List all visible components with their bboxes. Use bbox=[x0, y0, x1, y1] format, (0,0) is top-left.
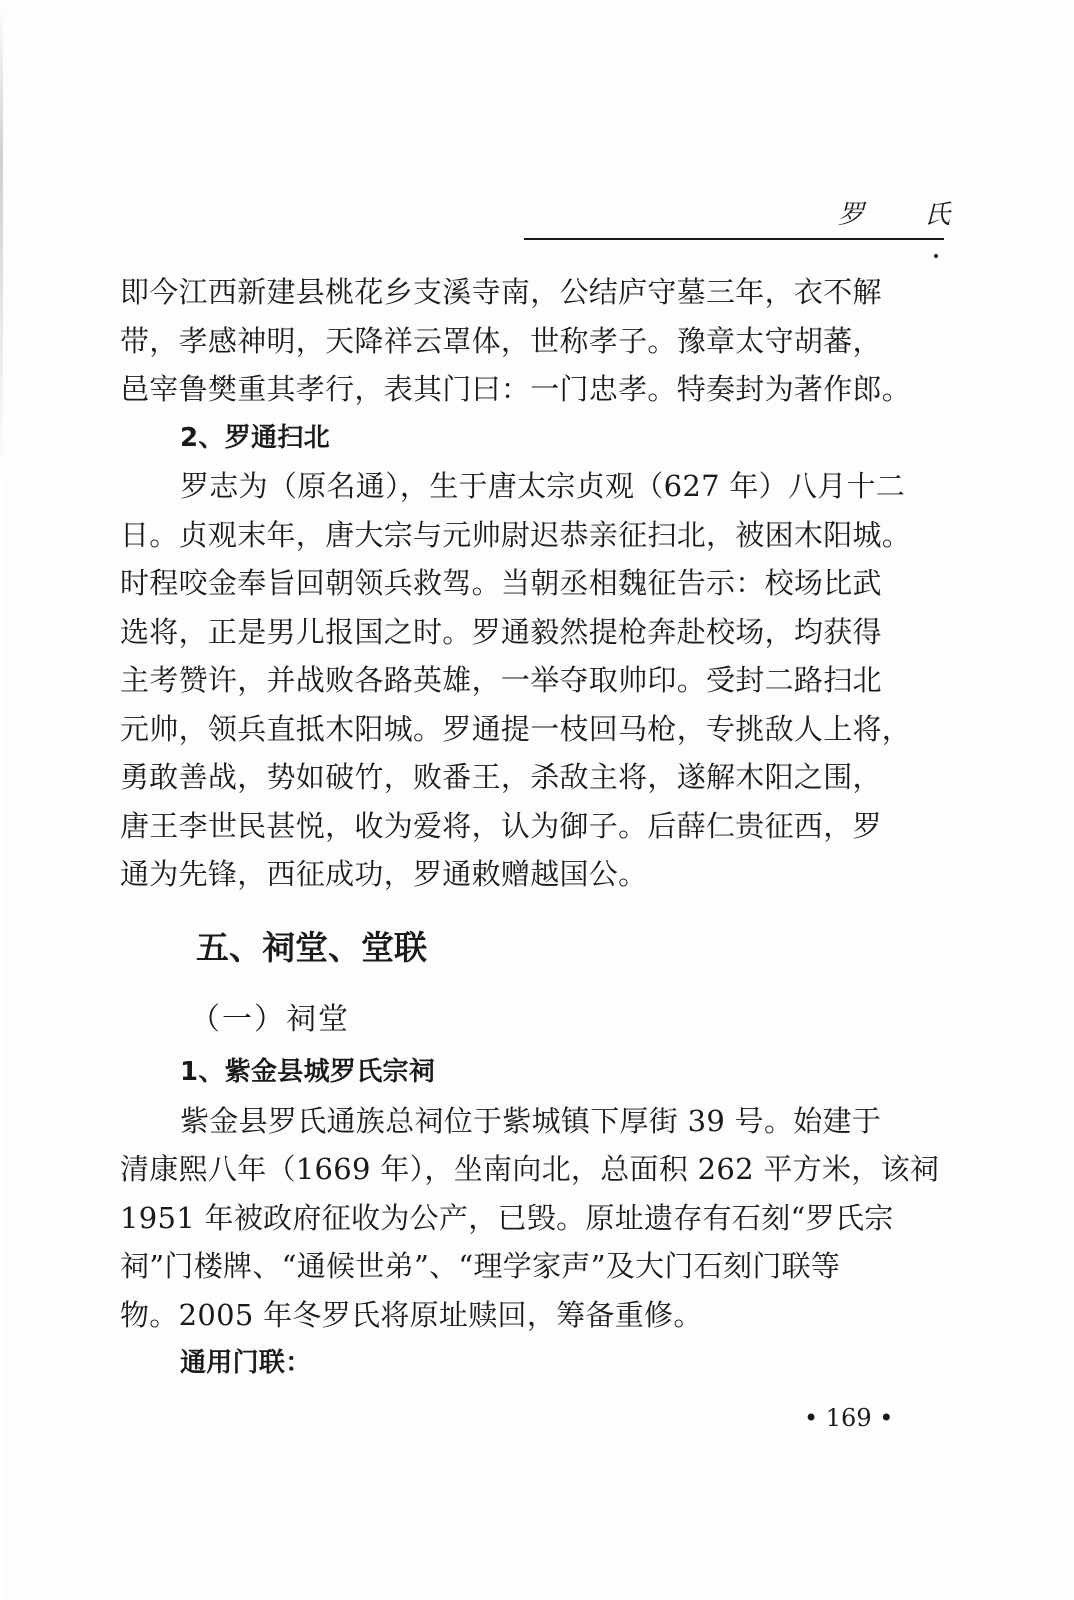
text-line: 物。2005 年冬罗氏将原址赎回，筹备重修。 bbox=[120, 1297, 703, 1332]
text-line: 主考赞许，并战败各路英雄，一举夺取帅印。受封二路扫北 bbox=[120, 663, 882, 697]
subsection-heading: （一）祠堂 bbox=[190, 1002, 350, 1037]
body-text-lower bbox=[120, 1048, 960, 1388]
text-line: 清康熙八年（1669 年），坐南向北，总面积 262 平方米，该祠 bbox=[120, 1152, 940, 1186]
text-line: 紫金县罗氏通族总祠位于紫城镇下厚街 39 号。始建于 bbox=[180, 1103, 882, 1138]
text-line: 唐王李世民甚悦，收为爱将，认为御子。后薛仁贵征西，罗 bbox=[120, 808, 882, 843]
text-line: 选将，正是男儿报国之时。罗通毅然提枪奔赴校场，均获得 bbox=[120, 614, 882, 649]
text-line: 元帅，领兵直抵木阳城。罗通提一枝回马枪，专挑敌人上将， bbox=[120, 711, 912, 746]
text-line: 罗志为（原名通），生于唐太宗贞观（627 年）八月十二 bbox=[180, 469, 906, 503]
text-line: 勇敢善战，势如破竹，败番王，杀敌主将，遂解木阳之围， bbox=[120, 760, 882, 794]
item-2-heading: 2、罗通扫北 bbox=[180, 422, 330, 453]
header-dot bbox=[934, 254, 938, 258]
text-line: 1951 年被政府征收为公产，已毁。原址遗存有石刻“罗氏宗 bbox=[120, 1200, 894, 1235]
text-line: 邑宰鲁樊重其孝行，表其门曰：一门忠孝。特奏封为著作郎。 bbox=[120, 372, 912, 406]
text-line: 带，孝感神明，天降祥云罩体，世称孝子。豫章太守胡蕃， bbox=[120, 323, 882, 358]
page-number: • 169 • bbox=[804, 1404, 894, 1432]
running-head: 罗 氏 bbox=[838, 200, 977, 230]
scan-edge bbox=[0, 0, 3, 1600]
text-line: 日。贞观末年，唐大宗与元帅尉迟恭亲征扫北，被困木阳城。 bbox=[120, 517, 912, 552]
header-rule bbox=[524, 238, 944, 240]
text-line: 通为先锋，西征成功，罗通敕赠越国公。 bbox=[120, 857, 648, 891]
body-text-upper bbox=[120, 268, 960, 899]
closing-label: 通用门联： bbox=[180, 1348, 312, 1378]
section-heading: 五、祠堂、堂联 bbox=[196, 928, 427, 967]
text-line: 祠”门楼牌、“通候世弟”、“理学家声”及大门石刻门联等 bbox=[120, 1249, 841, 1283]
text-line: 时程咬金奉旨回朝领兵救驾。当朝丞相魏征告示：校场比武 bbox=[120, 566, 882, 600]
text-line: 即今江西新建县桃花乡支溪寺南，公结庐守墓三年，衣不解 bbox=[120, 275, 882, 309]
item-1-heading: 1、紫金县城罗氏宗祠 bbox=[180, 1057, 436, 1087]
